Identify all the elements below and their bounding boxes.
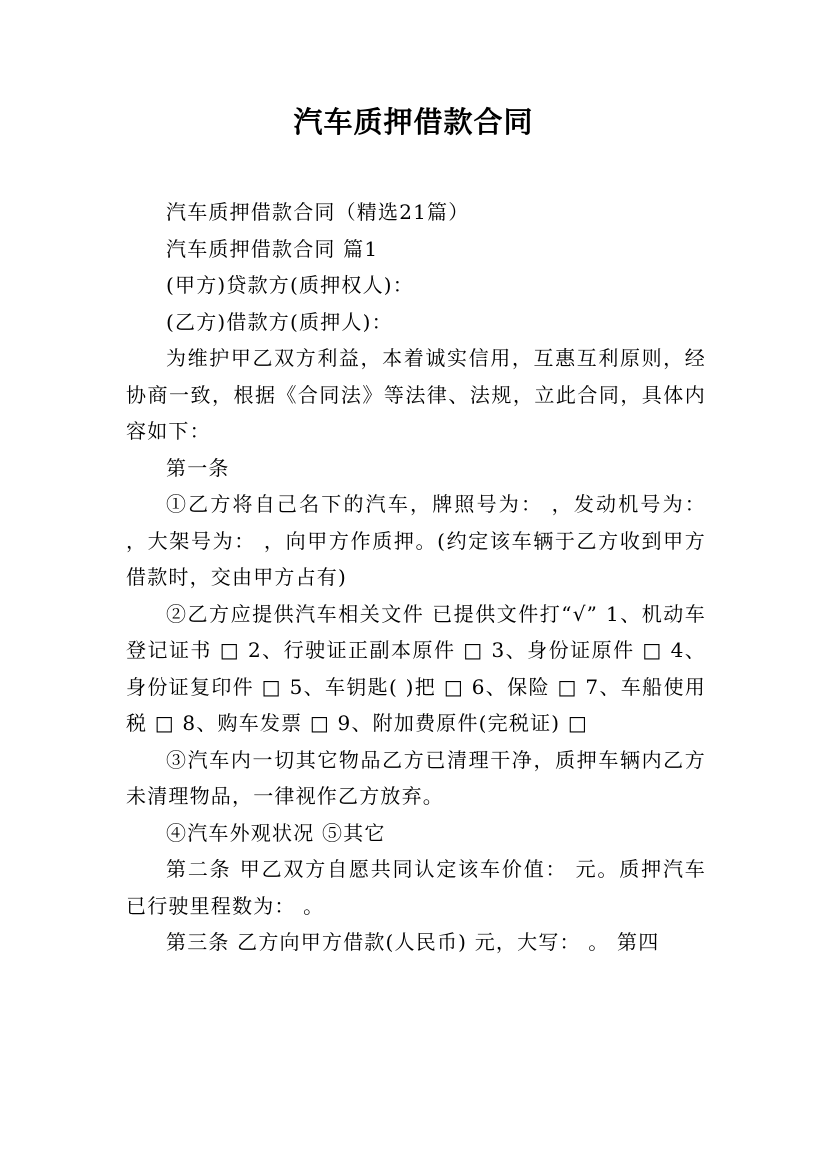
- paragraph-article-1-heading: 第一条: [166, 455, 230, 480]
- paragraph-clause-1: ①乙方将自己名下的汽车，牌照号为： ，发动机号为： ，大架号为： ，向甲方作质押。(约定该车辆于乙方收到甲方借款时，交由甲方占有): [126, 492, 706, 589]
- paragraph-party-b: (乙方)借款方(质押人)：: [166, 309, 393, 334]
- paragraph-clause-2: ②乙方应提供汽车相关文件 已提供文件打“√” 1、机动车登记证书 □ 2、行驶证正副本原件 □ 3、身份证原件 □ 4、身份证复印件 □ 5、车钥匙( )把 □ 6、保险 □ 7、车船使用税 □ 8、购车发票 □ 9、附加费原件(完税证) □: [126, 601, 706, 735]
- document-body: [126, 194, 706, 961]
- paragraph-article-2: 第二条 甲乙双方自愿共同认定该车价值： 元。质押汽车已行驶里程数为： 。: [126, 857, 706, 918]
- paragraph-subtitle: 汽车质押借款合同（精选21篇）: [166, 200, 470, 224]
- paragraph-article-3: 第三条 乙方向甲方借款(人民币) 元，大写： 。 第四: [166, 930, 660, 954]
- paragraph-party-a: (甲方)贷款方(质押权人)：: [166, 273, 415, 297]
- paragraph-clause-3: ③汽车内一切其它物品乙方已清理干净，质押车辆内乙方未清理物品，一律视作乙方放弃。: [126, 747, 706, 808]
- paragraph-section-heading: 汽车质押借款合同 篇1: [166, 236, 379, 261]
- paragraph-preamble: 为维护甲乙双方利益，本着诚实信用，互惠互利原则，经协商一致，根据《合同法》等法律、法规，立此合同，具体内容如下：: [126, 346, 706, 443]
- paragraph-clause-4-5: ④汽车外观状况 ⑤其它: [166, 820, 386, 845]
- document-title: 汽车质押借款合同: [293, 105, 534, 139]
